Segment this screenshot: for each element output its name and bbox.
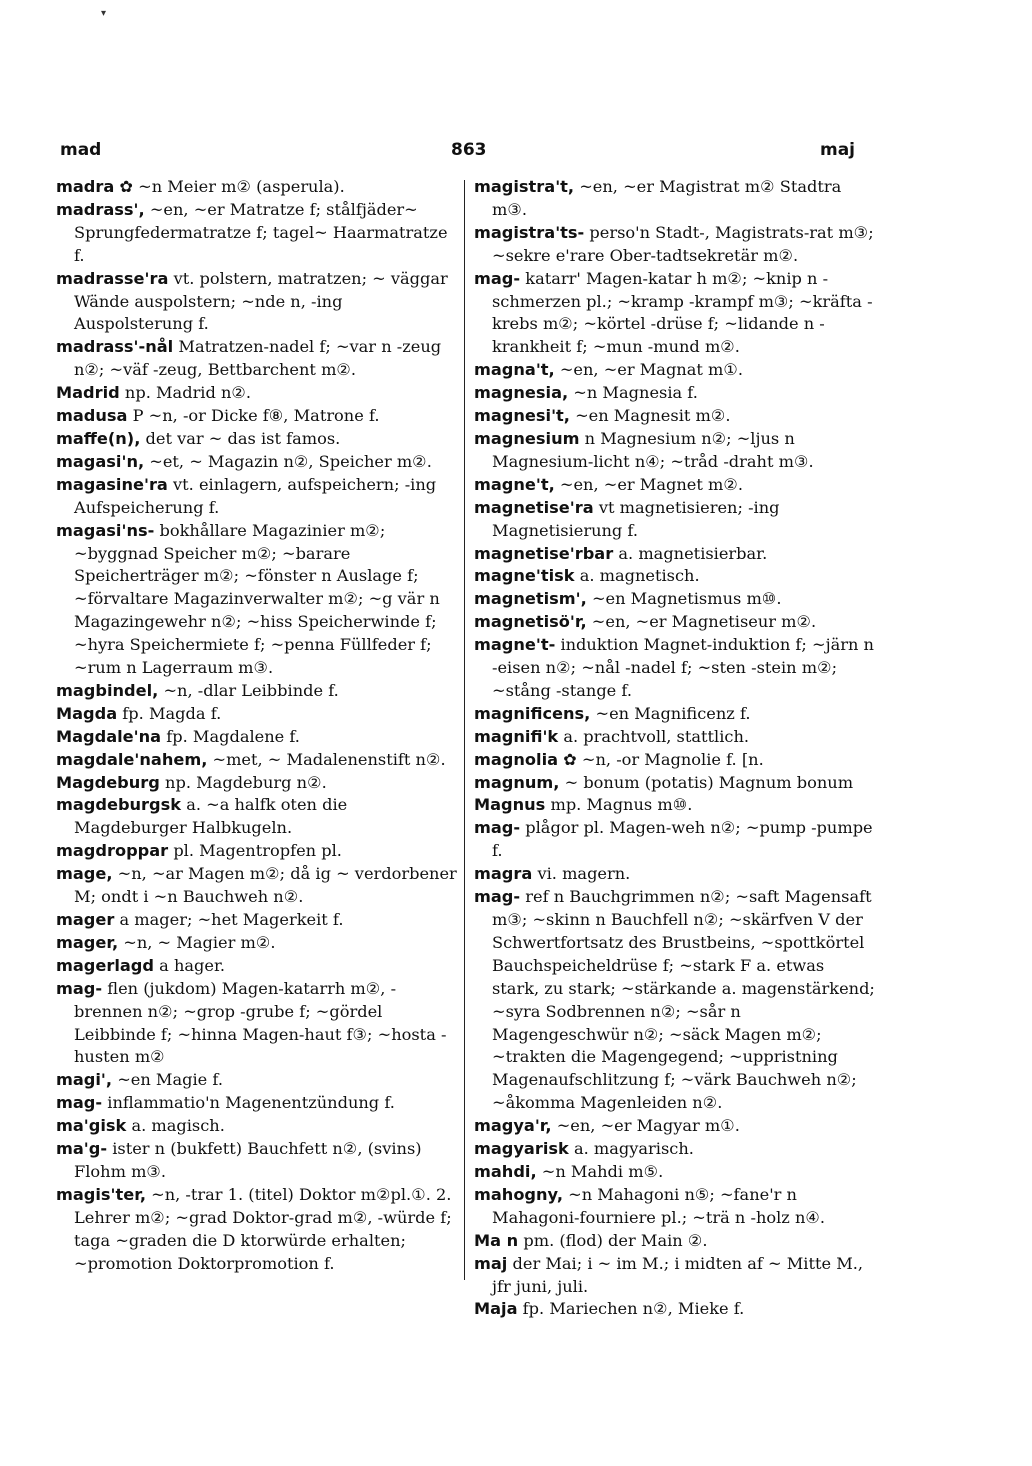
entry-definition: P ~n, -or Dicke f⑧, Matrone f.	[132, 406, 380, 426]
entry-headword: magnetisö'r,	[474, 612, 587, 632]
entry-definition: ~en, ~er Magnet m②.	[559, 474, 744, 494]
entry-headword: mag-	[56, 1093, 103, 1113]
entry-definition: ~n Mahagoni n⑤; ~fane'r n Mahagoni-fourniere pl.; ~trä n -holz n④.	[492, 1184, 826, 1227]
entry-headword: mager,	[56, 932, 119, 952]
entry-headword: Madrid	[56, 383, 120, 403]
dictionary-entry	[474, 1253, 876, 1299]
entry-headword: magnetism',	[474, 589, 587, 609]
entry-headword: magnifi'k	[474, 726, 559, 746]
dictionary-entry	[56, 176, 458, 199]
entry-definition: a. magyarisch.	[573, 1139, 694, 1159]
entry-definition: ~n Mahdi m⑤.	[541, 1161, 664, 1181]
entry-definition: katarr' Magen-katar h m②; ~knip n -schmerzen pl.; ~kramp -krampf m③; ~kräfta -krebs m②; ~körtel -drüse f; ~lidande n -krankheit f; ~mun -mund m②.	[492, 268, 873, 357]
entry-definition: a. ~a halfk oten die Magdeburger Halbkugeln.	[74, 795, 348, 838]
entry-headword: magdeburgsk	[56, 795, 182, 815]
entry-definition: ~ bonum (potatis) Magnum bonum	[564, 772, 854, 792]
entry-headword: Magnus	[474, 795, 546, 815]
entry-definition: pl. Magentropfen pl.	[173, 841, 342, 861]
entry-definition: n Magnesium n②; ~ljus n Magnesium-licht n④; ~tråd -draht m③.	[492, 428, 814, 471]
header-left-guide-word: mad	[60, 140, 102, 160]
entry-headword: magnesium	[474, 428, 580, 448]
dictionary-entry	[56, 1184, 458, 1276]
entry-headword: magdroppar	[56, 841, 169, 861]
entry-definition: der Mai; i ~ im M.; i midten af ~ Mitte M., jfr juni, juli.	[492, 1253, 864, 1296]
dictionary-entry	[56, 1069, 458, 1092]
entry-definition: a. magnetisch.	[579, 566, 700, 586]
entry-headword: magne'tisk	[474, 566, 575, 586]
entry-definition: ~en Magie f.	[117, 1070, 223, 1090]
entry-headword: magis'ter,	[56, 1184, 146, 1204]
entry-headword: maffe(n),	[56, 428, 141, 448]
entry-headword: Magdeburg	[56, 772, 160, 792]
entry-headword: mahogny,	[474, 1184, 563, 1204]
dictionary-entry	[474, 772, 876, 795]
entry-definition: pm. (flod) der Main ②.	[523, 1230, 708, 1250]
dictionary-entry	[56, 405, 458, 428]
entry-definition: ~en Magnetismus m⑩.	[591, 589, 782, 609]
entry-headword: magna't,	[474, 360, 555, 380]
entry-definition: np. Madrid n②.	[124, 383, 252, 403]
entry-headword: magnesi't,	[474, 406, 570, 426]
entry-definition: ~n Magnesia f.	[573, 383, 698, 403]
entry-headword: magra	[474, 864, 533, 884]
dictionary-entry	[474, 222, 876, 268]
dictionary-entry	[56, 955, 458, 978]
entry-headword: Ma n	[474, 1230, 519, 1250]
entry-definition: ~n, -dlar Leibbinde f.	[163, 680, 339, 700]
entry-headword: magne't-	[474, 635, 556, 655]
dictionary-entry	[474, 817, 876, 863]
dictionary-entry	[474, 565, 876, 588]
dictionary-entry	[474, 749, 876, 772]
dictionary-entry	[474, 176, 876, 222]
dictionary-entry	[474, 405, 876, 428]
right-column	[474, 176, 876, 1321]
entry-headword: madrasse'ra	[56, 268, 169, 288]
entry-definition: ~met, ~ Madalenenstift n②.	[212, 749, 446, 769]
page-number: 863	[451, 140, 487, 160]
entry-headword: mag-	[474, 818, 521, 838]
dictionary-entry	[474, 359, 876, 382]
dictionary-entry	[56, 382, 458, 405]
dictionary-entry	[474, 634, 876, 703]
dictionary-entry	[56, 199, 458, 268]
entry-headword: magasi'ns-	[56, 520, 155, 540]
entry-definition: plågor pl. Magen-weh n②; ~pump -pumpe f.	[492, 818, 873, 861]
entry-definition: ~en, ~er Magnetiseur m②.	[591, 612, 817, 632]
header-right-guide-word: maj	[820, 140, 856, 160]
dictionary-entry	[474, 611, 876, 634]
dictionary-entry	[56, 474, 458, 520]
dictionary-entry	[474, 588, 876, 611]
dictionary-entry	[474, 1230, 876, 1253]
entry-definition: a hager.	[159, 955, 226, 975]
entry-definition: a. prachtvoll, stattlich.	[563, 726, 750, 746]
entry-definition: ~en, ~er Magyar m①.	[556, 1116, 740, 1136]
entry-definition: a. magisch.	[131, 1116, 225, 1136]
dictionary-entry	[474, 726, 876, 749]
dictionary-entry	[474, 268, 876, 360]
entry-headword: madusa	[56, 406, 128, 426]
dictionary-entry	[474, 382, 876, 405]
entry-definition: vt. polstern, matratzen; ~ väggar Wände auspolstern; ~nde n, -ing Auspolsterung f.	[74, 268, 448, 334]
entry-headword: magnolia	[474, 749, 559, 769]
entry-headword: mag-	[56, 978, 103, 998]
dictionary-entry	[56, 1092, 458, 1115]
entry-definition: ister n (bukfett) Bauchfett n②, (svins) Flohm m③.	[74, 1139, 422, 1181]
entry-definition: ✿ ~n Meier m② (asperula).	[119, 177, 345, 196]
entry-definition: vi. magern.	[537, 864, 631, 884]
entry-headword: magerlagd	[56, 955, 154, 975]
dictionary-entry	[474, 428, 876, 474]
dictionary-entry	[56, 336, 458, 382]
dictionary-entry	[474, 794, 876, 817]
dictionary-entry	[56, 703, 458, 726]
entry-headword: magnesia,	[474, 383, 569, 403]
dictionary-entry	[474, 1115, 876, 1138]
dictionary-entry	[474, 497, 876, 543]
entry-headword: mahdi,	[474, 1161, 537, 1181]
dictionary-entry	[56, 268, 458, 337]
entry-headword: magi',	[56, 1070, 113, 1090]
entry-headword: magya'r,	[474, 1116, 552, 1136]
entry-definition: a. magnetisierbar.	[618, 543, 768, 563]
entry-definition: ~en, ~er Matratze f; stålfjäder~ Sprungfedermatratze f; tagel~ Haarmatratze f.	[74, 199, 448, 265]
entry-definition: det var ~ das ist famos.	[145, 428, 341, 448]
dictionary-entry	[474, 703, 876, 726]
dictionary-entry	[56, 451, 458, 474]
dictionary-entry	[56, 863, 458, 909]
dictionary-entry	[474, 1161, 876, 1184]
dictionary-entry	[474, 886, 876, 1115]
entry-definition: ✿ ~n, -or Magnolie f. [n.	[563, 749, 764, 769]
entry-definition: flen (jukdom) Magen-katarrh m②, -brennen n②; ~grop -grube f; ~gördel Leibbinde f; ~hinna Magen-haut f③; ~hosta -husten m②	[74, 978, 447, 1067]
entry-definition: ~en Magnesit m②.	[575, 406, 731, 426]
entry-headword: magbindel,	[56, 680, 159, 700]
entry-definition: fp. Mariechen n②, Mieke f.	[522, 1299, 745, 1319]
entry-definition: ref n Bauchgrimmen n②; ~saft Magensaft m③; ~skinn n Bauchfell n②; ~skärfven V der Schwertfortsatz des Brustbeins, ~spottkörtel Bauchspeicheldrüse f; ~stark F a. etwas stark, zu stark; ~stärkande a. magenstärkend; ~syra Sodbrennen n②; ~sår n Magengeschwür n②; ~säck Magen m②; ~trakten die Magengegend; ~uppristning Magenaufschlitzung f; ~värk Bauchweh n②; ~åkomma Magenleiden n②.	[492, 887, 875, 1113]
entry-definition: ~et, ~ Magazin n②, Speicher m②.	[149, 451, 432, 471]
entry-definition: ~en, ~er Magnat m①.	[559, 360, 744, 380]
dictionary-entry	[56, 726, 458, 749]
entry-definition: fp. Magdalene f.	[166, 726, 300, 746]
dictionary-entry	[474, 1298, 876, 1321]
entry-headword: mag-	[474, 887, 521, 907]
entry-definition: inflammatio'n Magenentzündung f.	[107, 1093, 395, 1113]
entry-definition: a mager; ~het Magerkeit f.	[119, 910, 344, 929]
entry-definition: Matratzen-nadel f; ~var n -zeug n②; ~väf -zeug, Bettbarchent m②.	[74, 337, 442, 380]
entry-headword: madra	[56, 177, 115, 196]
entry-definition: perso'n Stadt-, Magistrats-rat m③; ~sekre e'rare Ober-tadtsekretär m②.	[492, 222, 874, 265]
entry-definition: vt. einlagern, aufspeichern; -ing Aufspeicherung f.	[74, 474, 437, 517]
entry-headword: magasi'n,	[56, 451, 145, 471]
entry-headword: magasine'ra	[56, 474, 168, 494]
dictionary-entry	[56, 1138, 458, 1184]
entry-definition: vt magnetisieren; -ing Magnetisierung f.	[492, 497, 780, 540]
entry-headword: Magda	[56, 703, 118, 723]
dictionary-entry	[56, 840, 458, 863]
entry-headword: ma'g-	[56, 1139, 108, 1159]
entry-definition: ~en Magnificenz f.	[595, 703, 751, 723]
dictionary-entry	[56, 680, 458, 703]
entry-definition: ~en, ~er Magistrat m② Stadtra m③.	[492, 177, 842, 219]
dictionary-entry	[56, 978, 458, 1070]
dictionary-entry	[56, 932, 458, 955]
dictionary-entry	[56, 428, 458, 451]
dictionary-entry	[56, 520, 458, 680]
entry-headword: magistra't,	[474, 177, 575, 196]
entry-headword: magnum,	[474, 772, 560, 792]
left-column	[56, 176, 458, 1276]
entry-definition: ~n, ~ar Magen m②; då ig ~ verdorbener M; ondt i ~n Bauchweh n②.	[74, 864, 457, 907]
entry-headword: Magdale'na	[56, 726, 162, 746]
entry-headword: magne't,	[474, 474, 555, 494]
entry-headword: maj	[474, 1253, 508, 1273]
entry-definition: bokhållare Magazinier m②; ~byggnad Speicher m②; ~barare Speicherträger m②; ~fönster n Auslage f; ~förvaltare Magazinverwalter m②; ~g vär n Magazingewehr n②; ~hiss Speicherwinde f; ~hyra Speichermiete f; ~penna Füllfeder f; ~rum n Lagerraum m③.	[74, 520, 440, 678]
entry-definition: mp. Magnus m⑩.	[550, 795, 693, 815]
dictionary-entry	[56, 749, 458, 772]
entry-headword: magnificens,	[474, 703, 591, 723]
entry-headword: mage,	[56, 864, 113, 884]
entry-definition: np. Magdeburg n②.	[165, 772, 327, 792]
entry-headword: magistra'ts-	[474, 222, 585, 242]
dictionary-entry	[56, 909, 458, 932]
entry-headword: madrass',	[56, 199, 145, 219]
entry-headword: Maja	[474, 1299, 518, 1319]
entry-definition: ~n, ~ Magier m②.	[123, 932, 276, 952]
entry-headword: mag-	[474, 268, 521, 288]
scan-speck: ▾	[101, 8, 107, 19]
entry-headword: magdale'nahem,	[56, 749, 208, 769]
column-divider	[464, 180, 465, 1280]
entry-definition: ~n, -trar 1. (titel) Doktor m②pl.①. 2. Lehrer m②; ~grad Doktor-grad m②, -würde f; taga ~graden die D ktorwürde erhalten; ~promotion Doktorpromotion f.	[74, 1184, 452, 1273]
dictionary-entry	[56, 1115, 458, 1138]
dictionary-entry	[56, 794, 458, 840]
entry-headword: mager	[56, 910, 115, 929]
dictionary-entry	[474, 474, 876, 497]
dictionary-entry	[474, 1138, 876, 1161]
entry-definition: induktion Magnet-induktion f; ~järn n -eisen n②; ~nål -nadel f; ~sten -stein m②; ~stång -stange f.	[492, 635, 874, 700]
dictionary-entry	[474, 1184, 876, 1230]
entry-headword: magyarisk	[474, 1139, 569, 1159]
dictionary-entry	[474, 863, 876, 886]
entry-definition: fp. Magda f.	[122, 703, 222, 723]
dictionary-entry	[56, 772, 458, 795]
dictionary-entry	[474, 543, 876, 566]
entry-headword: magnetise'ra	[474, 497, 594, 517]
entry-headword: madrass'-nål	[56, 337, 174, 357]
entry-headword: magnetise'rbar	[474, 543, 614, 563]
entry-headword: ma'gisk	[56, 1116, 127, 1136]
